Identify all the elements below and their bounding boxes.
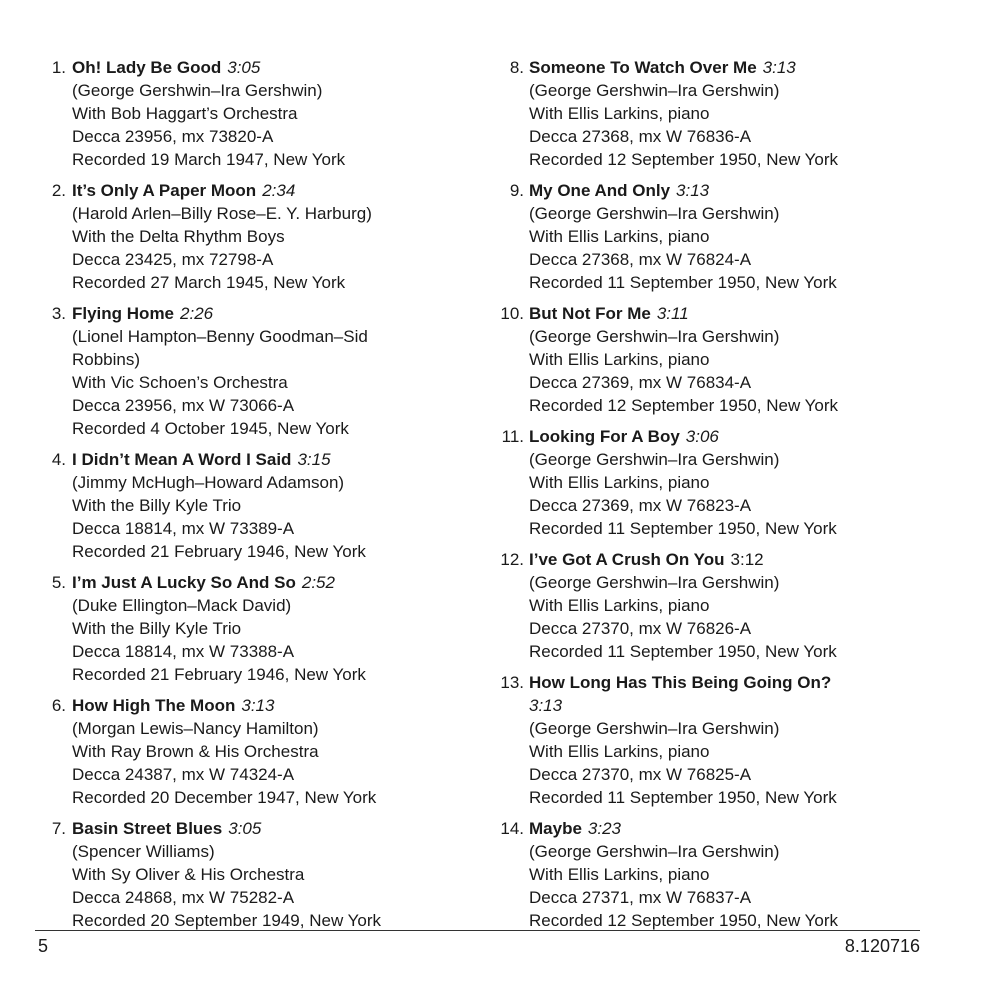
- track-info-line: With Ellis Larkins, piano: [529, 350, 710, 369]
- track-column-left: [38, 56, 478, 940]
- track-info-line: (George Gershwin–Ira Gershwin): [72, 81, 323, 100]
- track-number: 7.: [51, 819, 66, 838]
- track-title: Looking For A Boy: [529, 427, 680, 446]
- track-number: 9.: [509, 181, 524, 200]
- track-entry: [494, 817, 944, 932]
- track-details: [529, 671, 944, 809]
- track-info-line: With Ellis Larkins, piano: [529, 473, 710, 492]
- track-entry: [38, 694, 478, 809]
- track-duration: 2:52: [301, 573, 335, 592]
- track-title: I Didn’t Mean A Word I Said: [72, 450, 292, 469]
- track-duration: 3:13: [676, 181, 710, 200]
- track-title: Basin Street Blues: [72, 819, 223, 838]
- track-column-right: [494, 56, 944, 940]
- track-info-line: With the Billy Kyle Trio: [72, 496, 242, 515]
- track-title: Oh! Lady Be Good: [72, 58, 222, 77]
- track-number: 13.: [500, 673, 524, 692]
- track-info-line: Decca 24387, mx W 74324-A: [72, 765, 295, 784]
- track-heading: [72, 179, 478, 202]
- track-details: [72, 179, 478, 294]
- track-duration: 3:12: [730, 550, 764, 569]
- track-details: [72, 571, 478, 686]
- track-details: [529, 179, 944, 294]
- track-title: Someone To Watch Over Me: [529, 58, 757, 77]
- track-details: [529, 425, 944, 540]
- track-info-line: (Morgan Lewis–Nancy Hamilton): [72, 719, 319, 738]
- track-number: 10.: [500, 304, 524, 323]
- track-info-line: Decca 27369, mx W 76834-A: [529, 373, 752, 392]
- track-heading: [72, 448, 478, 471]
- track-info-line: Decca 27368, mx W 76824-A: [529, 250, 752, 269]
- track-duration: 3:11: [656, 304, 689, 323]
- track-info-line: Decca 23956, mx 73820-A: [72, 127, 274, 146]
- track-details: [529, 56, 944, 171]
- track-info-line: (Jimmy McHugh–Howard Adamson): [72, 473, 345, 492]
- track-info-line: (George Gershwin–Ira Gershwin): [529, 450, 780, 469]
- track-title: I’ve Got A Crush On You: [529, 550, 725, 569]
- track-entry: [38, 448, 478, 563]
- track-duration-line: [529, 694, 944, 717]
- track-heading: [72, 817, 478, 840]
- track-info-line: With Ellis Larkins, piano: [529, 742, 710, 761]
- track-heading: [529, 425, 944, 448]
- track-info-line: Recorded 21 February 1946, New York: [72, 665, 366, 684]
- track-details: [529, 817, 944, 932]
- track-info-line: Decca 27370, mx W 76826-A: [529, 619, 752, 638]
- track-number: 11.: [501, 427, 524, 446]
- track-duration: 3:06: [685, 427, 719, 446]
- track-duration: 3:13: [529, 696, 563, 715]
- track-info-line: Decca 27371, mx W 76837-A: [529, 888, 752, 907]
- track-info-line: Decca 27370, mx W 76825-A: [529, 765, 752, 784]
- track-entry: [494, 425, 944, 540]
- track-info-line: (George Gershwin–Ira Gershwin): [529, 327, 780, 346]
- track-title: Maybe: [529, 819, 582, 838]
- track-number: 14.: [500, 819, 524, 838]
- track-entry: [494, 548, 944, 663]
- track-title: It’s Only A Paper Moon: [72, 181, 257, 200]
- track-number: 5.: [51, 573, 66, 592]
- track-info-line: Decca 23425, mx 72798-A: [72, 250, 274, 269]
- track-info-line: (George Gershwin–Ira Gershwin): [529, 842, 780, 861]
- track-duration: 2:26: [180, 304, 214, 323]
- track-heading: [529, 56, 944, 79]
- track-info-line: With Ellis Larkins, piano: [529, 865, 710, 884]
- track-info-line: With Sy Oliver & His Orchestra: [72, 865, 305, 884]
- track-number: 12.: [500, 550, 524, 569]
- track-duration: 3:23: [587, 819, 622, 838]
- track-title: How Long Has This Being Going On?: [529, 673, 832, 692]
- track-duration: 3:05: [227, 58, 261, 77]
- track-info-line: Recorded 21 February 1946, New York: [72, 542, 366, 561]
- track-info-line: Recorded 20 September 1949, New York: [72, 911, 382, 930]
- catalog-number: 8.120716: [844, 936, 920, 956]
- track-number: 8.: [509, 58, 524, 77]
- track-details: [72, 694, 478, 809]
- track-info-line: Recorded 11 September 1950, New York: [529, 642, 837, 661]
- track-info-line: Robbins): [72, 350, 141, 369]
- track-info-line: Decca 24868, mx W 75282-A: [72, 888, 295, 907]
- track-details: [72, 448, 478, 563]
- track-title: How High The Moon: [72, 696, 236, 715]
- track-info-line: With Ellis Larkins, piano: [529, 227, 710, 246]
- track-info-line: Recorded 4 October 1945, New York: [72, 419, 349, 438]
- track-duration: 3:15: [297, 450, 331, 469]
- track-info-line: With Ellis Larkins, piano: [529, 596, 710, 615]
- track-info-line: With Ellis Larkins, piano: [529, 104, 710, 123]
- track-title: I’m Just A Lucky So And So: [72, 573, 296, 592]
- track-info-line: Recorded 12 September 1950, New York: [529, 150, 839, 169]
- track-title: Flying Home: [72, 304, 175, 323]
- track-number: 4.: [51, 450, 66, 469]
- track-info-line: Recorded 11 September 1950, New York: [529, 519, 837, 538]
- track-details: [529, 548, 944, 663]
- track-heading: [529, 817, 944, 840]
- track-info-line: (George Gershwin–Ira Gershwin): [529, 81, 780, 100]
- track-info-line: Decca 18814, mx W 73389-A: [72, 519, 295, 538]
- track-duration: 3:13: [241, 696, 275, 715]
- track-number: 3.: [51, 304, 66, 323]
- track-title: But Not For Me: [529, 304, 651, 323]
- track-heading: [72, 56, 478, 79]
- track-entry: [494, 56, 944, 171]
- track-info-line: With Bob Haggart’s Orchestra: [72, 104, 298, 123]
- track-number: 1.: [51, 58, 66, 77]
- track-info-line: Recorded 20 December 1947, New York: [72, 788, 377, 807]
- track-heading: [72, 302, 478, 325]
- track-heading: [529, 548, 944, 571]
- track-details: [72, 817, 478, 932]
- track-details: [72, 56, 478, 171]
- footer-rule: [35, 930, 920, 931]
- track-entry: [494, 179, 944, 294]
- track-duration: 3:05: [228, 819, 262, 838]
- track-info-line: (George Gershwin–Ira Gershwin): [529, 573, 780, 592]
- track-info-line: Recorded 12 September 1950, New York: [529, 911, 839, 930]
- track-info-line: Recorded 11 September 1950, New York: [529, 273, 837, 292]
- track-heading: [529, 302, 944, 325]
- track-details: [529, 302, 944, 417]
- track-info-line: With the Billy Kyle Trio: [72, 619, 242, 638]
- track-info-line: Decca 23956, mx W 73066-A: [72, 396, 295, 415]
- track-entry: [38, 56, 478, 171]
- track-info-line: (George Gershwin–Ira Gershwin): [529, 204, 780, 223]
- page-number: 5: [38, 936, 49, 956]
- track-info-line: With the Delta Rhythm Boys: [72, 227, 285, 246]
- track-info-line: Decca 27368, mx W 76836-A: [529, 127, 752, 146]
- track-info-line: Recorded 19 March 1947, New York: [72, 150, 346, 169]
- track-entry: [38, 817, 478, 932]
- track-info-line: (Harold Arlen–Billy Rose–E. Y. Harburg): [72, 204, 372, 223]
- track-info-line: (Spencer Williams): [72, 842, 215, 861]
- track-entry: [38, 571, 478, 686]
- track-info-line: (Duke Ellington–Mack David): [72, 596, 292, 615]
- track-entry: [38, 179, 478, 294]
- track-info-line: Decca 27369, mx W 76823-A: [529, 496, 752, 515]
- track-heading: [72, 571, 478, 594]
- track-info-line: Decca 18814, mx W 73388-A: [72, 642, 295, 661]
- track-heading: [529, 671, 944, 694]
- track-info-line: (George Gershwin–Ira Gershwin): [529, 719, 780, 738]
- track-number: 2.: [51, 181, 66, 200]
- track-info-line: Recorded 12 September 1950, New York: [529, 396, 839, 415]
- track-details: [72, 302, 478, 440]
- track-info-line: With Vic Schoen’s Orchestra: [72, 373, 288, 392]
- track-info-line: (Lionel Hampton–Benny Goodman–Sid: [72, 327, 368, 346]
- track-entry: [494, 302, 944, 417]
- track-heading: [72, 694, 478, 717]
- track-info-line: Recorded 11 September 1950, New York: [529, 788, 837, 807]
- track-info-line: With Ray Brown & His Orchestra: [72, 742, 319, 761]
- track-number: 6.: [51, 696, 66, 715]
- track-entry: [38, 302, 478, 440]
- track-duration: 2:34: [262, 181, 296, 200]
- track-title: My One And Only: [529, 181, 671, 200]
- track-duration: 3:13: [762, 58, 796, 77]
- track-heading: [529, 179, 944, 202]
- track-info-line: Recorded 27 March 1945, New York: [72, 273, 346, 292]
- track-entry: [494, 671, 944, 809]
